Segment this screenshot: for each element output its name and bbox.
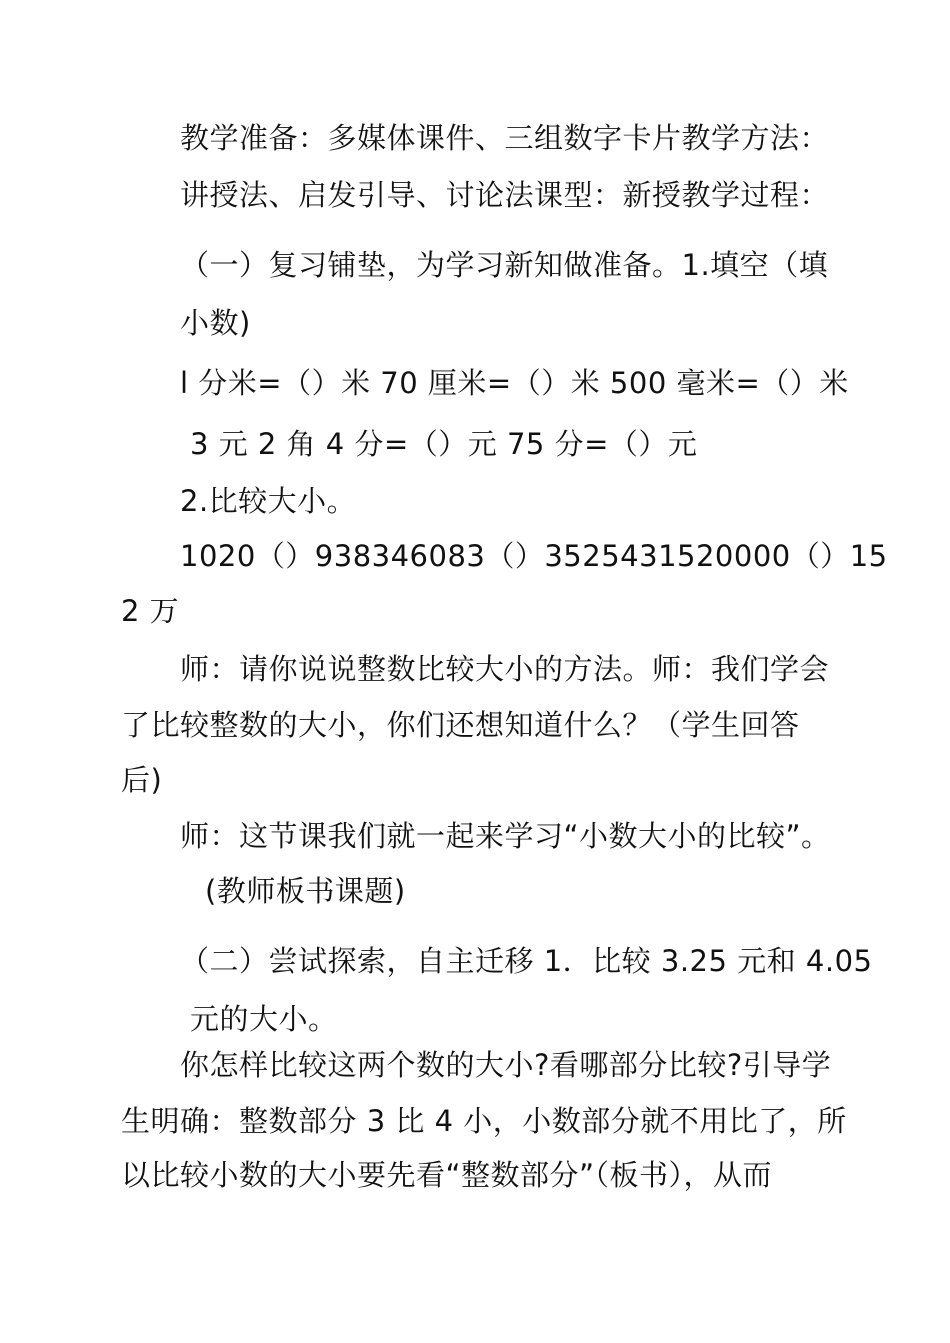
text-line-4: 小数) [180, 306, 251, 340]
text-line-15: （二）尝试探索，自主迁移 1．比较 3.25 元和 4.05 [180, 944, 873, 978]
text-line-18: 生明确：整数部分 3 比 4 小，小数部分就不用比了，所 [121, 1104, 847, 1138]
text-line-6: 3 元 2 角 4 分=（）元 75 分=（）元 [190, 427, 698, 461]
text-line-9: 2 万 [121, 594, 180, 628]
text-line-12: 后) [121, 763, 163, 797]
text-line-16: 元的大小。 [190, 1002, 338, 1036]
text-line-11: 了比较整数的大小，你们还想知道什么？（学生回答 [121, 708, 800, 742]
text-line-5: l 分米=（）米 70 厘米=（）米 500 毫米=（）米 [180, 366, 849, 400]
text-line-8: 1020（）938346083（）3525431520000（）15 [180, 539, 888, 573]
text-line-10: 师：请你说说整数比较大小的方法。师：我们学会 [180, 652, 830, 686]
text-line-13: 师：这节课我们就一起来学习“小数大小的比较”。 [180, 819, 831, 853]
text-line-17: 你怎样比较这两个数的大小?看哪部分比较?引导学 [180, 1048, 832, 1082]
text-line-2: 讲授法、启发引导、讨论法课型：新授教学过程： [180, 178, 830, 212]
text-line-3: （一）复习铺垫，为学习新知做准备。1.填空（填 [180, 248, 829, 282]
text-line-19: 以比较小数的大小要先看“整数部分”（板书），从而 [121, 1158, 773, 1192]
text-line-14: (教师板书课题) [205, 874, 406, 908]
text-line-1: 教学准备：多媒体课件、三组数字卡片教学方法： [180, 121, 830, 155]
text-line-7: 2.比较大小。 [180, 484, 357, 518]
